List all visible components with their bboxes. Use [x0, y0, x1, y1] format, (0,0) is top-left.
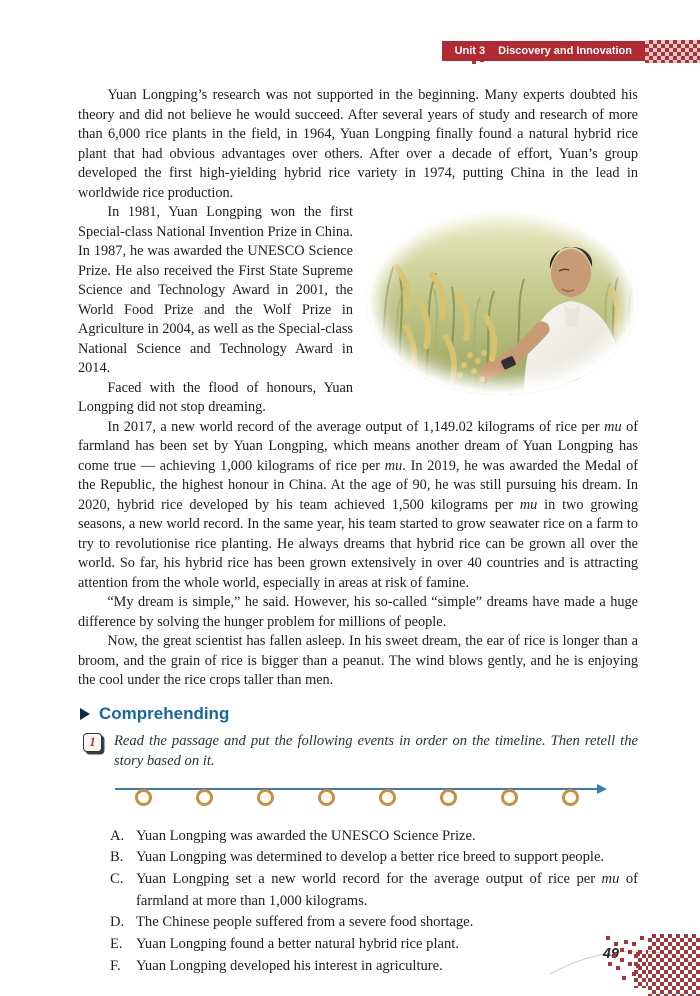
text-segment: . In 2019, he was awarded the Medal of the Republic, the highest honour in China. At the age of 90, he was still pursuing his dream. In 2020, hybrid rice developed by his team achieved 1,500 kilograms per	[78, 457, 638, 513]
option-label: E.	[110, 936, 123, 953]
passage-paragraph	[78, 632, 638, 691]
comprehending-section	[78, 704, 638, 978]
text-segment: Now, the great scientist has fallen asleep. In his sweet dream, the ear of rice is longer than a broom, and the grain of rice is bigger than a peanut. The wind blows gently, and he is enjoying the cool under the rice crops taller than men.	[78, 633, 638, 688]
event-option	[110, 912, 638, 934]
timeline-slot-circle[interactable]	[196, 789, 213, 806]
exercise-number-badge: 1	[83, 733, 102, 752]
text-segment: in two growing seasons, a new world record. In the same year, his team started to grow seawater rice on a farm to try to revolutionise rice planting. He always dreams that hybrid rice can be grown all over the world. So far, his hybrid rice has been grown extensively in over 40 countries and is attracting attention from the whole world, especially in areas at risk of famine.	[78, 496, 638, 591]
yuan-longping-photo	[366, 207, 638, 395]
section-header	[80, 704, 638, 724]
unit-banner-bar	[442, 41, 645, 61]
event-option	[110, 847, 638, 869]
option-label: C.	[110, 870, 124, 887]
italic-term: mu	[601, 870, 620, 887]
timeline-answer-slots	[135, 789, 579, 806]
timeline	[115, 782, 605, 818]
text-segment: Yuan Longping developed his interest in agriculture.	[136, 957, 443, 974]
exercise-1	[83, 731, 638, 771]
text-segment: In 2017, a new world record of the average output of 1,149.02 kilograms of rice per	[107, 418, 605, 435]
option-label: D.	[110, 914, 125, 931]
option-label: F.	[110, 957, 121, 974]
text-segment: Faced with the flood of honours, Yuan Longping did not stop dreaming.	[78, 379, 353, 415]
face	[551, 249, 591, 297]
italic-term: mu	[604, 418, 622, 435]
event-option	[110, 956, 638, 978]
italic-term: mu	[519, 496, 538, 513]
unit-title: Discovery and Innovation	[498, 45, 632, 57]
page-number: 49	[602, 946, 619, 962]
reading-passage	[78, 86, 638, 691]
option-label: A.	[110, 827, 125, 844]
timeline-slot-circle[interactable]	[135, 789, 152, 806]
text-segment: In 1981, Yuan Longping won the first Special-class National Invention Prize in China. In 1987, he was awarded the UNESCO Science Prize. He also received the First State Supreme Science and Technology Award in 2001, the World Food Prize and the Wolf Prize in Agriculture in 2004, as well as the Special-class National Science and Technology Award in 2014.	[78, 204, 353, 376]
text-segment: Yuan Longping found a better natural hybrid rice plant.	[136, 936, 459, 953]
timeline-slot-circle[interactable]	[501, 789, 518, 806]
italic-term: mu	[384, 457, 403, 474]
text-segment: Yuan Longping was awarded the UNESCO Science Prize.	[136, 827, 476, 844]
text-segment: Yuan Longping’s research was not supported in the beginning. Many experts doubted his theory and did not believe he would succeed. After several years of study and research of more than 6,000 rice plants in the field, in 1964, Yuan Longping finally found a natural hybrid rice plant that had obvious advantages over others. After over a decade of effort, Yuan’s group developed the first high-yielding hybrid rice variety in 1974, putting China in the lead in worldwide rice production.	[78, 87, 638, 201]
timeline-slot-circle[interactable]	[440, 789, 457, 806]
checker-pattern-right	[645, 40, 700, 63]
passage-paragraph	[78, 593, 638, 632]
event-option	[110, 934, 638, 956]
checker-pattern-footer	[648, 934, 700, 996]
passage-paragraph	[78, 86, 638, 203]
event-option	[110, 869, 638, 912]
text-segment: The Chinese people suffered from a severe food shortage.	[136, 914, 474, 931]
page-content	[78, 86, 638, 977]
rice-field-portrait-illustration	[366, 207, 638, 395]
section-title: Comprehending	[99, 703, 230, 723]
option-label: B.	[110, 849, 124, 866]
timeline-slot-circle[interactable]	[318, 789, 335, 806]
event-option	[110, 826, 638, 848]
checker-pattern-footer-side	[634, 950, 648, 988]
text-segment: of farmland has been set by Yuan Longping, which means another dream of Yuan Longping has come true — achieving 1,000 kilograms of rice per	[78, 418, 638, 474]
unit-label: Unit 3	[454, 45, 486, 57]
text-segment: of farmland at more than 1,000 kilograms.	[136, 870, 638, 909]
checker-scatter-footer	[606, 936, 610, 940]
event-options-list	[110, 826, 638, 978]
text-segment: Yuan Longping set a new world record for the average output of rice per	[136, 870, 602, 887]
passage-paragraph	[78, 418, 638, 594]
timeline-arrowhead-icon	[597, 784, 607, 794]
triangle-bullet-icon	[80, 708, 90, 720]
timeline-slot-circle[interactable]	[257, 789, 274, 806]
text-segment: “My dream is simple,” he said. However, his so-called “simple” dreams have made a huge difference by solving the hunger problem for millions of people.	[78, 594, 638, 630]
text-segment: Yuan Longping was determined to develop a better rice breed to support people.	[136, 849, 605, 866]
timeline-slot-circle[interactable]	[562, 789, 579, 806]
exercise-instruction: Read the passage and put the following events in order on the timeline. Then retell the story based on it.	[114, 732, 638, 769]
unit-header	[0, 40, 700, 66]
timeline-slot-circle[interactable]	[379, 789, 396, 806]
